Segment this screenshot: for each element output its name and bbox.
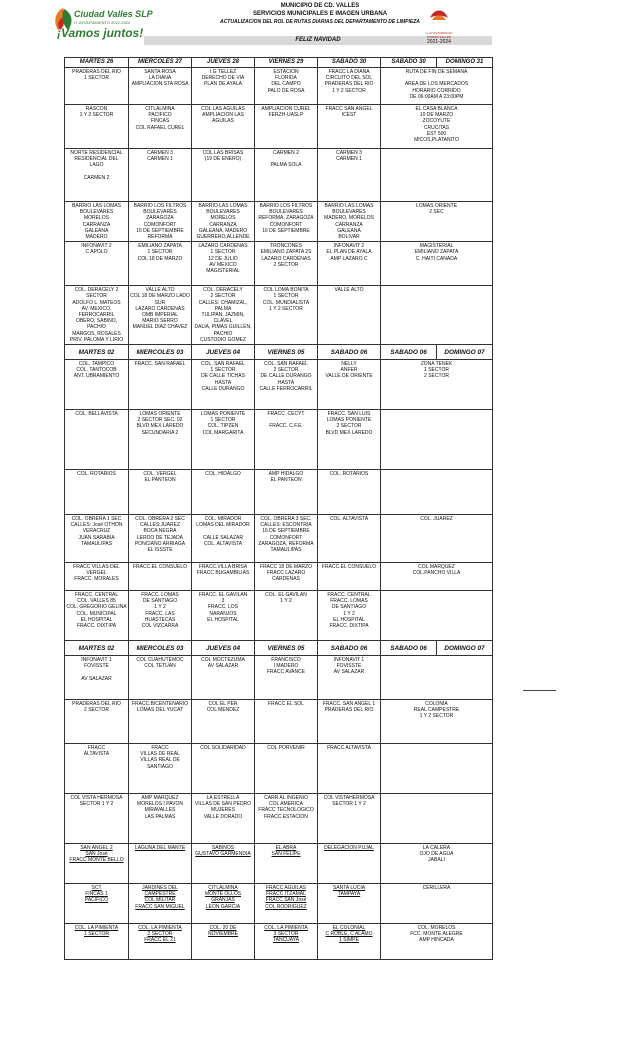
- route-text: CITLALMINA MONTE OLLOS GRANJAS LEON GARCIA: [204, 885, 242, 910]
- route-text: INFONAVIT 2 EL PLAN DE AYALA AMP LAZARO C: [326, 243, 372, 262]
- day-header-row: [65, 345, 493, 360]
- route-text: CARR AL INGENIO COL AMERICA FRACC TECNOLOGICO FRACC ESTACION: [258, 795, 314, 820]
- route-cell: [65, 844, 129, 884]
- route-cell: [318, 515, 381, 563]
- day-header: VIERNES 29: [255, 58, 318, 68]
- route-cell: [255, 286, 318, 345]
- route-row: [65, 884, 493, 924]
- route-row: [65, 656, 493, 700]
- route-text: COL. LA PIMIENTA 3 SECTOR TANCUAYA: [264, 925, 308, 944]
- route-cell: [255, 744, 318, 794]
- route-cell: [381, 924, 493, 960]
- route-schedule-table: [64, 57, 493, 960]
- route-row: [65, 563, 493, 591]
- route-text: TRONCONES EMILIANO ZAPATA 2S LAZARO CARDENAS 2 SECTOR: [260, 243, 312, 268]
- route-text: RUTA DE FIN DE SEMANA AREA DE LOS MERCADOS HORARIO CORRIDO DE 06:00AM A 23:00PM: [404, 69, 469, 100]
- day-header: MARTES 02: [65, 345, 129, 360]
- holiday-banner: FELIZ NAVIDAD: [144, 36, 492, 45]
- route-cell: [129, 410, 192, 470]
- route-cell: [65, 591, 129, 641]
- route-cell: [318, 744, 381, 794]
- route-text: FRACC. CENTRAL FRACC. LOMAS DE SANTIAGO 1 Y 2 EL HOSPITAL FRACC. DIXTIPA: [327, 592, 371, 630]
- route-text: INFONAVIT 1 FOVISSTE AV SALAZAR: [333, 657, 365, 676]
- route-cell: [192, 591, 255, 641]
- route-text: SCT FINCAS 1 PACIFICO: [84, 885, 109, 904]
- route-cell: [129, 105, 192, 149]
- route-text: SANTA ROSA LA DIANA AMPLIACION STA ROSA: [131, 69, 189, 88]
- route-row: [65, 794, 493, 844]
- route-cell: [192, 744, 255, 794]
- route-text: MAGISTERIAL EMILIANO ZAPATA C. HAITI CANADA: [414, 243, 459, 262]
- day-header: SABADO 06: [381, 641, 437, 656]
- route-text: FRACC SAN ANGEL ICEST: [325, 106, 373, 119]
- route-cell: [192, 563, 255, 591]
- route-text: FRACC. SAN LUIS LOMAS PONIENTE 2 SECTOR BLVD MEX LAREDO: [325, 411, 373, 436]
- route-cell: [192, 202, 255, 242]
- route-text: INFONAVIT 2 C APOLO: [81, 243, 112, 256]
- route-text: BARRIO LOS FILTROS BOULEVARES ZARAGOZA COMONFORT 16 DE SEPTIEMBRE REFORMA: [133, 203, 187, 241]
- schedule-body: [65, 58, 493, 960]
- route-cell: [255, 924, 318, 960]
- route-text: FRACC.VILLA BRISA FRACC BUGAMBILIAS: [196, 564, 250, 577]
- route-cell: [255, 700, 318, 744]
- route-cell: [255, 591, 318, 641]
- route-text: FRACC. LOMAS DE SANTIAGO 1 Y 2 FRACC. LAS HUASTECAS COL VIZCARRA: [141, 592, 179, 630]
- route-row: [65, 844, 493, 884]
- day-header: SABADO 06: [318, 345, 381, 360]
- route-cell: [129, 360, 192, 410]
- route-text: BARRIO LAS LOMAS BOULEVARES MADERO, MORELOS CARRANZA GALEANA BOLIVAR: [324, 203, 374, 241]
- route-text: EMILIANO ZAPATA 1 SECTOR COL 18 DE MARZO: [137, 243, 183, 262]
- route-text: COL. SAN RAFAEL 2 SECTOR DE CALLE DURANGO HASTA CALLE FERROCARRIL: [259, 361, 313, 392]
- day-header: MIERCOLES 27: [129, 58, 192, 68]
- route-cell: [255, 470, 318, 515]
- route-text: COL.MARQUEZ COL.PANCHO VILLA: [412, 564, 461, 577]
- route-cell: [192, 360, 255, 410]
- route-text: FRACC LA DIANA CIRCUITO DEL SOL PRADERAS DEL RIO 1 Y 2 SECTOR: [324, 69, 374, 94]
- route-cell: [381, 794, 493, 844]
- route-text: COL. BELLAVISTA: [75, 411, 118, 418]
- route-text: EL ABRA SAN FELIPE: [271, 845, 301, 858]
- route-text: NORTE RESIDENCIAL RESIDENCIAL DEL LAGO CARMEN 2: [70, 150, 123, 181]
- route-cell: [129, 700, 192, 744]
- route-text: COL. HIDALGO: [205, 471, 241, 478]
- route-text: COL. VERGEL EL PANTEON: [143, 471, 177, 484]
- route-cell: [192, 794, 255, 844]
- route-cell: [129, 656, 192, 700]
- route-cell: [65, 563, 129, 591]
- route-cell: [255, 563, 318, 591]
- route-row: [65, 515, 493, 563]
- route-cell: [255, 360, 318, 410]
- route-cell: [192, 149, 255, 202]
- route-row: [65, 286, 493, 345]
- route-cell: [255, 656, 318, 700]
- document-header: [0, 0, 638, 58]
- day-header: DOMINGO 07: [437, 641, 493, 656]
- route-text: COL. ALTAVISTA: [329, 516, 369, 523]
- route-cell: [318, 149, 381, 202]
- route-row: [65, 924, 493, 960]
- route-cell: [318, 700, 381, 744]
- route-cell: [318, 105, 381, 149]
- route-text: LOMAS ORIENTE 2 SEC: [415, 203, 458, 216]
- route-text: FRACC ALTAVISTA: [83, 745, 110, 758]
- logo-subtitle: H. AYUNTAMIENTO 2021-2024: [74, 20, 131, 25]
- route-text: AMP MARQUEZ MORELOS I PAVON MIRAVALLES LAS PALMAS: [137, 795, 183, 820]
- route-cell: [65, 286, 129, 345]
- route-cell: [381, 242, 493, 286]
- route-cell: [65, 470, 129, 515]
- route-text: AMPLIACION CUREL FERZH-UASLP: [261, 106, 311, 119]
- route-text: COL. ROTARIOS: [77, 471, 116, 478]
- route-cell: [65, 884, 129, 924]
- route-cell: [318, 410, 381, 470]
- route-text: COL. TAMPICO COL. TANTOCOB ANT. UBRAMIENTO: [73, 361, 120, 380]
- route-cell: [129, 563, 192, 591]
- route-text: COL VISTAHERMOSA SECTOR 1 Y 2: [323, 795, 375, 808]
- day-header: SABADO 30: [318, 58, 381, 68]
- route-cell: [65, 656, 129, 700]
- route-cell: [381, 105, 493, 149]
- route-cell: [65, 744, 129, 794]
- route-cell: [318, 656, 381, 700]
- route-text: ZONA TENEK 1 SECTOR 2 SECTOR: [420, 361, 453, 380]
- route-text: COL PORVENIR: [267, 745, 305, 752]
- day-header: DOMINGO 31: [437, 58, 493, 68]
- route-text: CITLALMINA PACIFICO FINCAS COL RAFAEL CUREL: [135, 106, 185, 131]
- route-text: VALLE ALTO: [334, 287, 364, 294]
- route-text: JARDINES DEL CAMPESTRE COL MILITAR FRACC SAN MIGUEL: [135, 885, 185, 910]
- route-cell: [255, 149, 318, 202]
- route-text: SAN ANGEL 2 SAN José FRACC MONTE BELLO: [69, 845, 124, 864]
- route-cell: [318, 360, 381, 410]
- route-cell: [255, 515, 318, 563]
- route-text: FRACC EL SOL: [268, 701, 304, 708]
- route-cell: [381, 410, 493, 470]
- route-cell: [192, 700, 255, 744]
- route-text: COL. DERACELY 2 SECTOR ADOLFO L. MATEOS AV. MEXICO, FERROCARRIL OBERO, SABINO, PACHIO MARGOS, ROSALES PRIV. PALOMA Y LIRIO: [69, 287, 124, 343]
- route-cell: [192, 68, 255, 105]
- route-row: [65, 149, 493, 202]
- route-text: COL LOMA BONITA 1 SECTOR COL. MUNDIALISTA 1 Y 2 SECTOR: [262, 287, 310, 312]
- route-cell: [381, 68, 493, 105]
- day-header: SABADO 06: [318, 641, 381, 656]
- route-text: COL. DERACELY 2 SECTOR CALLES: CHAMIZAL, PALMA TULIPAN, JAZMIN, CLAVEL DALIA, PIMAS GUILLEN, PACHIO CUSTODIO GOMEZ: [194, 287, 252, 343]
- route-text: COL. MIRADOR LOMAS DEL MIRADOR CALLE SALAZAR COL. ALTAVISTA: [196, 516, 250, 547]
- route-text: COLONIA REAL CAMPESTRE 1 Y 2 SECTOR: [413, 701, 460, 720]
- route-cell: [129, 515, 192, 563]
- day-header: JUEVES 04: [192, 641, 255, 656]
- route-text: LOMAS ORIENTE 2 SECTOR SEC. 02 BLVD MEX LAREDO SECUNDARIA 2: [136, 411, 184, 436]
- route-cell: [65, 360, 129, 410]
- route-cell: [65, 242, 129, 286]
- route-cell: [129, 470, 192, 515]
- route-cell: [129, 924, 192, 960]
- route-text: COL. LA PIMIENTA 2 SECTOR FRACC EL 21: [138, 925, 182, 944]
- route-text: FRACC. EL GAVILAN 3 FRACC. LOS NARANJOS EL HOSPITAL: [198, 592, 248, 623]
- route-cell: [65, 924, 129, 960]
- route-cell: [255, 884, 318, 924]
- day-header: SABADO 30: [381, 58, 437, 68]
- document-subtitle: ACTUALIZACION DEL ROL DE RUTAS DIARIAS DEL DEPARTAMENTO DE LIMPIEZA: [220, 19, 420, 25]
- route-text: FRACC.EL CONSUELO: [133, 564, 187, 571]
- logo-wordmark: Ciudad Valles SLP: [74, 9, 153, 19]
- route-cell: [318, 591, 381, 641]
- route-cell: [255, 68, 318, 105]
- route-text: COL. JUAREZ: [420, 516, 453, 523]
- route-text: SANTA LUCIA TAMPAYA: [332, 885, 366, 898]
- route-cell: [65, 794, 129, 844]
- route-text: FRACC. SAN RAFAEL: [134, 361, 186, 368]
- route-cell: [129, 884, 192, 924]
- day-header-row: [65, 58, 493, 68]
- route-cell: [381, 515, 493, 563]
- day-header: JUEVES 04: [192, 345, 255, 360]
- municipality-title: MUNICIPIO DE CD. VALLES: [280, 3, 360, 9]
- route-text: BARRIO LOS FILTROS BOULEVARES REFORMA, ZARAGOZA COMONFORT 16 DE SEPTIEMBRE: [258, 203, 314, 234]
- route-text: ESTACION FLORIDA DEL CAMPO PALO DE ROSA: [267, 69, 305, 94]
- route-cell: [192, 656, 255, 700]
- route-text: COL LAS AGUILAS AMPLIACION LAS AGUILAS: [201, 106, 245, 125]
- route-text: COL. OBRERA 1 SEC CALLES: José OTHON VERACRUZ JUAN SARABIA TAMAULIPAS: [70, 516, 123, 547]
- route-cell: [129, 202, 192, 242]
- route-cell: [192, 410, 255, 470]
- route-cell: [255, 844, 318, 884]
- route-cell: [318, 844, 381, 884]
- route-cell: [65, 700, 129, 744]
- route-row: [65, 700, 493, 744]
- route-cell: [129, 794, 192, 844]
- route-cell: [129, 286, 192, 345]
- route-text: COL MOCTEZUMA AV SALAZAR: [201, 657, 245, 670]
- route-text: LAGUNA DEL MANTE: [134, 845, 186, 852]
- route-cell: [129, 744, 192, 794]
- route-text: COL. SAN RAFAEL 1 SECTOR DE CALLE TICHAS HASTA CALLE DURANGO: [201, 361, 245, 392]
- route-text: I.G TELLEZ DERECHO DE VIA PLAN DE AYALA: [201, 69, 245, 88]
- route-text: NELLY ANFER VALLE DE ORIENTE: [325, 361, 373, 380]
- route-cell: [129, 242, 192, 286]
- route-text: DELEGACION PUJAL: [324, 845, 374, 852]
- route-cell: [381, 844, 493, 884]
- route-cell: [129, 149, 192, 202]
- day-header: DOMINGO 07: [437, 345, 493, 360]
- route-cell: [381, 656, 493, 700]
- route-text: CARMEN 3 CARMEN 1: [147, 150, 173, 163]
- route-text: COL CUAHUTEMOC COL TETUAN: [136, 657, 184, 670]
- route-text: FRACC 18 DE MARZO FRACC LAZARO CARDENAS: [260, 564, 312, 583]
- route-text: COL VISTA HERMOSA SECTOR 1 Y 2: [70, 795, 123, 808]
- route-cell: [65, 105, 129, 149]
- day-header: MIERCOLES 03: [129, 345, 192, 360]
- route-text: COL SOLIDARIDAD: [200, 745, 246, 752]
- route-row: [65, 105, 493, 149]
- route-cell: [381, 884, 493, 924]
- route-cell: [318, 286, 381, 345]
- route-text: CARMEN 2 PALMA SOLA: [270, 150, 302, 169]
- route-cell: [255, 105, 318, 149]
- route-row: [65, 68, 493, 105]
- route-text: LA CALERA OJO DE AGUA JABALI: [419, 845, 454, 864]
- route-cell: [65, 149, 129, 202]
- logo-slogan: ¡Vamos juntos!: [57, 26, 144, 40]
- route-cell: [381, 360, 493, 410]
- city-logo: [52, 6, 153, 40]
- route-text: EL COLONIAL C ROBLE, C ALAMO 1 SIMPE: [325, 925, 373, 944]
- route-text: FRACC.EL CONSUELO: [322, 564, 376, 571]
- day-header: SABADO 06: [381, 345, 437, 360]
- route-text: COL. OBRERA 2 SEC CALLES:JUAREZ BOCA NEGRA LERDO DE TEJADA PONCIANO ARRIAGA EL ISSSTE: [134, 516, 186, 554]
- route-text: VALLE ALTO COL 18 DE MARZO LADO SUR LAZARO CARDENAS OMB IMPERIAL MARIO SERRO MANUEL DIAZ CHAVEZ: [130, 287, 190, 331]
- route-text: FRANCISCO I MADERO FRACC AVANCE: [266, 657, 306, 676]
- route-cell: [318, 563, 381, 591]
- route-cell: [192, 242, 255, 286]
- route-text: FRACC ALTAVISTA: [327, 745, 371, 752]
- route-cell: [192, 884, 255, 924]
- route-cell: [129, 591, 192, 641]
- route-text: PRADERAS DEL RIO 1 SECTOR: [72, 69, 121, 82]
- route-cell: [381, 470, 493, 515]
- route-cell: [381, 202, 493, 242]
- route-cell: [65, 410, 129, 470]
- route-text: COL. MORELOS FCC. MONTE ALEGRE AMP HINCADA: [410, 925, 463, 944]
- day-header: VIERNES 05: [255, 641, 318, 656]
- route-cell: [129, 68, 192, 105]
- route-cell: [192, 470, 255, 515]
- day-header: JUEVES 28: [192, 58, 255, 68]
- margin-rule: [523, 690, 556, 691]
- route-text: BARRIO LAS LOMAS BOULEVARES MORELOS CARRANZA GALEANA, MADERO GUERRERO,ALLENDE: [196, 203, 250, 241]
- route-cell: [381, 563, 493, 591]
- route-row: [65, 242, 493, 286]
- route-cell: [318, 470, 381, 515]
- route-text: FRACC. CECYT FRACC. C.F.E.: [267, 411, 305, 430]
- route-text: FRACC.BICENTENARIO LOMAS DEL YUCAT: [131, 701, 189, 714]
- day-header: VIERNES 05: [255, 345, 318, 360]
- route-cell: [255, 794, 318, 844]
- route-cell: [318, 924, 381, 960]
- route-cell: [65, 515, 129, 563]
- route-text: EL CASA BLANCA 10 DE MARZO ZOCOYUTE CRUCITAS EST 500 MICOS,PLATANITO: [414, 106, 459, 144]
- route-cell: [129, 844, 192, 884]
- day-header-row: [65, 641, 493, 656]
- route-cell: [381, 591, 493, 641]
- route-cell: [318, 242, 381, 286]
- route-text: FRACC VILLAS DEL VERGEL FRACC. MORALES: [73, 564, 120, 583]
- route-row: [65, 744, 493, 794]
- route-cell: [318, 884, 381, 924]
- route-cell: [381, 700, 493, 744]
- route-cell: [381, 286, 493, 345]
- route-text: FRACC VILLAS DE REAL VILLAS REAL DE SANTIAGO: [140, 745, 180, 770]
- route-text: COL. OBRERA 3 SEC. CALLES: ESCONTRIA 16 DE SEPTIEMBRE COMONFORT ZARAGOZA, REFORMA TAMAULIPAS: [258, 516, 314, 554]
- route-cell: [192, 515, 255, 563]
- route-row: [65, 202, 493, 242]
- route-text: COL. LA PIMIENTA 1 SECTOR: [74, 925, 119, 938]
- route-row: [65, 591, 493, 641]
- route-cell: [255, 410, 318, 470]
- route-cell: [318, 68, 381, 105]
- route-text: CARMEN 3 CARMEN 1: [336, 150, 362, 163]
- route-cell: [318, 794, 381, 844]
- route-cell: [381, 149, 493, 202]
- seal-years: 2021-2024: [427, 39, 451, 45]
- route-cell: [192, 286, 255, 345]
- route-cell: [192, 844, 255, 884]
- route-cell: [381, 744, 493, 794]
- route-cell: [65, 68, 129, 105]
- route-text: RASCON 1 Y 2 SECTOR: [79, 106, 114, 119]
- route-text: COL LAS BRISAS (19 DE ENERO): [202, 150, 244, 163]
- route-text: AMP HIDALGO EL PANTEON: [268, 471, 304, 484]
- city-seal: [412, 6, 466, 50]
- route-text: INFONAVIT 1 FOVISSTE AV SALAZAR: [81, 657, 112, 682]
- route-text: LAZARO CARDENAS 1 SECTOR 12 DE JULIO AV MEXICO MAGISTERIAL: [198, 243, 248, 275]
- route-cell: [318, 202, 381, 242]
- seal-line1: H. AYUNTAMIENTO: [425, 31, 453, 35]
- route-row: [65, 470, 493, 515]
- route-text: LOMAS PONIENTE 1 SECTOR COL. TIPZEN COL MARGARITA: [200, 411, 246, 436]
- route-text: FRACC. CENTRAL COL. VALLES 85 COL. GREGORIO GELINA COL. MUNICIPAL EL HOSPITAL FRACC. DIXTIPA: [66, 592, 127, 630]
- route-text: PRADERAS DEL RIO 2 SECTOR: [72, 701, 121, 714]
- route-row: [65, 360, 493, 410]
- route-cell: [192, 924, 255, 960]
- route-text: COL. 20 DE NOVIEMBRE: [207, 925, 238, 938]
- route-text: COL EL PER COL MENDEZ: [206, 701, 240, 714]
- route-cell: [65, 202, 129, 242]
- route-row: [65, 410, 493, 470]
- route-text: CERILLERA: [422, 885, 451, 892]
- day-header: MARTES 02: [65, 641, 129, 656]
- route-text: FRACC AGUILAS FRACC ITZAMAL FRACC SAN José COL RODRIGUEZ: [265, 885, 307, 910]
- route-text: LA ESTRELLA VILLAS DE SAN PEDRO MUJERES VALLE DORADO: [194, 795, 252, 820]
- route-text: COL. ROTARIOS: [329, 471, 369, 478]
- day-header: MARTES 26: [65, 58, 129, 68]
- seal-emblem-icon: [428, 6, 450, 26]
- department-title: SERVICIOS MUNICIPALES E IMAGEN URBANA: [252, 11, 388, 17]
- seal-line2: CIUDAD VALLES: [426, 35, 452, 39]
- route-text: COL. EL GAVILAN 1 Y 2: [265, 592, 307, 605]
- route-text: BARRIO LAS LOMAS BOULEVARES MORELOS CARRANZA GALEANA MADERO: [72, 203, 121, 241]
- route-cell: [255, 202, 318, 242]
- route-cell: [192, 105, 255, 149]
- route-cell: [255, 242, 318, 286]
- route-text: FRACC. SAN ANGEL 1 PRADERAS DEL RIO: [322, 701, 376, 714]
- day-header: MIERCOLES 03: [129, 641, 192, 656]
- route-text: SABINOS GUSTAVO GARMENDIA: [195, 845, 251, 858]
